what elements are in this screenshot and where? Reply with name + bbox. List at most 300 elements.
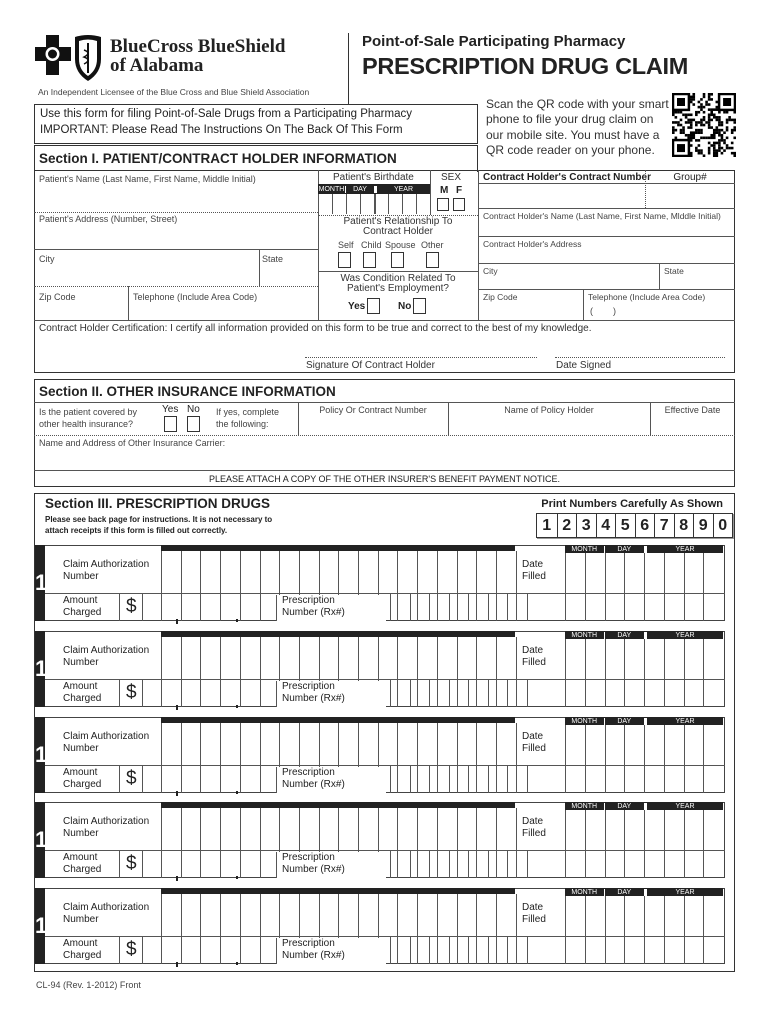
claim-number-cell[interactable] [516, 894, 517, 964]
month-label: MONTH [565, 889, 605, 896]
claim-number-cell[interactable] [516, 808, 517, 878]
brand-region: of Alabama [110, 55, 204, 76]
rx-number-cell[interactable] [507, 679, 508, 707]
spouse-checkbox[interactable] [391, 252, 404, 268]
employment-no-checkbox[interactable] [413, 298, 426, 314]
date-signed-label: Date Signed [556, 360, 612, 371]
amount-label-2: Charged [63, 950, 102, 961]
date-filled-cell[interactable] [565, 725, 566, 793]
date-filled-cell[interactable] [664, 639, 665, 707]
dollar-sign: $ [126, 939, 137, 960]
rx-number-cell[interactable] [410, 850, 411, 878]
other-insurance-no-checkbox[interactable] [187, 416, 200, 432]
sample-digit: 9 [693, 514, 713, 537]
amount-label-2: Charged [63, 607, 102, 618]
date-filled-cell[interactable] [624, 896, 625, 964]
month-label: MONTH [565, 632, 605, 639]
rx-number-cell[interactable] [468, 850, 469, 878]
claim-number-cell[interactable] [161, 723, 162, 793]
rx-number-cell[interactable] [390, 765, 391, 793]
date-filled-label-1: Date [522, 816, 544, 827]
divider [45, 593, 725, 594]
claim-number-cell[interactable] [161, 894, 162, 964]
comma-mark [236, 962, 238, 965]
sample-digit: 6 [635, 514, 655, 537]
comma-mark [236, 619, 238, 622]
claim-number-cell[interactable] [397, 808, 398, 878]
sample-digit: 3 [576, 514, 596, 537]
claim-number-cell[interactable] [516, 551, 517, 621]
month-label: MONTH [565, 718, 605, 725]
patient-state-label: State [262, 254, 284, 264]
day-label: DAY [617, 802, 632, 810]
claim-number-cell[interactable] [476, 551, 477, 621]
holder-city-label: City [483, 266, 498, 276]
holder-telephone-label: Telephone (Include Area Code) [588, 292, 706, 302]
holder-state-label: State [664, 266, 684, 276]
date-filled-cell[interactable] [703, 810, 704, 878]
date-filled-label-2: Filled [522, 914, 546, 925]
qr-text-line: phone to file your drug claim on [486, 112, 654, 127]
rx-number-cell[interactable] [390, 850, 391, 878]
rx-number-cell[interactable] [488, 593, 489, 621]
rx-label-2: Number (Rx#) [282, 950, 345, 961]
date-filled-cell[interactable] [624, 725, 625, 793]
date-filled-cell[interactable] [585, 896, 586, 964]
date-filled-label-1: Date [522, 902, 544, 913]
date-filled-label-1: Date [522, 731, 544, 742]
divider [478, 183, 735, 184]
if-yes-label-1: If yes, complete [216, 407, 280, 417]
rx-number-cell[interactable] [410, 593, 411, 621]
claim-label-1: Claim Authorization [63, 731, 150, 742]
other-insurance-yes-checkbox[interactable] [164, 416, 177, 432]
claim-number-cell[interactable] [496, 808, 497, 878]
date-filled-cell[interactable] [703, 896, 704, 964]
date-filled-label-1: Date [522, 559, 544, 570]
rx-number-cell[interactable] [507, 850, 508, 878]
divider [119, 765, 120, 793]
decimal-mark [176, 791, 178, 796]
rx-number-cell[interactable] [449, 765, 450, 793]
entry-number: 1 [35, 888, 45, 964]
date-filled-cell[interactable] [664, 553, 665, 621]
month-label: MONTH [318, 185, 345, 193]
rx-number-cell[interactable] [390, 679, 391, 707]
date-filled-label-1: Date [522, 645, 544, 656]
rx-label-1: Prescription [282, 852, 335, 863]
claim-label-1: Claim Authorization [63, 559, 150, 570]
amount-cell[interactable] [142, 936, 143, 964]
section3-instructions-2: attach receipts if this form is filled out correctly. [45, 526, 228, 535]
month-label: MONTH [565, 546, 605, 553]
divider [45, 679, 725, 680]
info-line-1: Use this form for filing Point-of-Sale Drugs from a Participating Pharmacy [40, 108, 412, 120]
other-insurance-yes-label: Yes [162, 404, 179, 415]
claim-number-cell[interactable] [437, 551, 438, 621]
claim-number-cell[interactable] [496, 894, 497, 964]
employment-yes-label: Yes [348, 301, 366, 312]
amount-label-1: Amount [63, 681, 98, 692]
other-insurance-no-label: No [187, 404, 200, 415]
date-filled-cell[interactable] [624, 639, 625, 707]
claim-number-cell[interactable] [457, 808, 458, 878]
claim-number-cell[interactable] [161, 551, 162, 621]
claim-number-cell[interactable] [437, 894, 438, 964]
relationship-label-2: Contract Holder [362, 226, 434, 237]
date-filled-cell[interactable] [703, 553, 704, 621]
group-number-field[interactable] [647, 185, 733, 207]
rx-label-2: Number (Rx#) [282, 864, 345, 875]
divider [34, 402, 735, 403]
rx-number-cell[interactable] [468, 593, 469, 621]
policy-holder-field[interactable] [450, 417, 648, 433]
spouse-label: Spouse [385, 240, 416, 250]
rx-number-cell[interactable] [468, 936, 469, 964]
date-filled-cell[interactable] [565, 639, 566, 707]
patient-name-field[interactable] [36, 186, 316, 210]
sample-digit: 8 [674, 514, 694, 537]
date-filled-cell[interactable] [565, 553, 566, 621]
claim-number-cell[interactable] [417, 723, 418, 793]
info-line-2: IMPORTANT: Please Read The Instructions On The Back Of This Form [40, 124, 403, 136]
rx-number-cell[interactable] [488, 850, 489, 878]
claim-number-cell[interactable] [516, 723, 517, 793]
claim-number-cell[interactable] [496, 637, 497, 707]
claim-number-cell[interactable] [161, 808, 162, 878]
claim-number-cell[interactable] [496, 551, 497, 621]
birthdate-digit-cell[interactable] [402, 194, 403, 214]
rx-label-1: Prescription [282, 595, 335, 606]
rx-number-cell[interactable] [527, 850, 528, 878]
employment-label-1: Was Condition Related To [340, 273, 456, 284]
employment-no-label: No [398, 301, 412, 312]
claim-label-2: Number [63, 571, 99, 582]
amount-cell[interactable] [142, 593, 143, 621]
claim-number-cell[interactable] [496, 723, 497, 793]
patient-state-field[interactable] [261, 265, 316, 285]
contract-number-field[interactable] [480, 185, 643, 207]
day-label: DAY [353, 185, 367, 193]
claim-number-cell[interactable] [457, 637, 458, 707]
claim-label-2: Number [63, 743, 99, 754]
date-filled-cell[interactable] [605, 896, 606, 964]
claim-number-cell[interactable] [397, 894, 398, 964]
date-filled-cell[interactable] [624, 810, 625, 878]
date-filled-cell[interactable] [644, 896, 645, 964]
entry-number: 1 [35, 717, 45, 793]
claim-number-cell[interactable] [457, 894, 458, 964]
decimal-mark [176, 962, 178, 967]
divider [318, 271, 478, 272]
rx-number-cell[interactable] [429, 936, 430, 964]
date-filled-cell[interactable] [644, 553, 645, 621]
rx-label-1: Prescription [282, 681, 335, 692]
claim-number-cell[interactable] [516, 637, 517, 707]
claim-number-cell[interactable] [476, 808, 477, 878]
year-label: YEAR [644, 632, 723, 639]
carrier-field[interactable] [36, 450, 733, 468]
claim-label-1: Claim Authorization [63, 816, 150, 827]
year-label: YEAR [644, 718, 723, 725]
date-filled-cell[interactable] [624, 553, 625, 621]
birthdate-digit-cell[interactable] [374, 194, 376, 214]
rx-number-cell[interactable] [488, 679, 489, 707]
amount-field[interactable] [180, 936, 275, 964]
section1-title: Section I. PATIENT/CONTRACT HOLDER INFORMATION [39, 151, 397, 166]
signature-label: Signature Of Contract Holder [306, 360, 435, 371]
rx-label-1: Prescription [282, 767, 335, 778]
attach-notice: PLEASE ATTACH A COPY OF THE OTHER INSURER'S BENEFIT PAYMENT NOTICE. [209, 474, 560, 484]
qr-code[interactable] [672, 93, 736, 157]
amount-label-2: Charged [63, 864, 102, 875]
sex-label: SEX [441, 172, 462, 183]
divider [478, 289, 735, 290]
rx-label-2: Number (Rx#) [282, 693, 345, 704]
sample-digit: 1 [542, 517, 552, 534]
date-filled-cell[interactable] [684, 810, 685, 878]
date-filled-cell[interactable] [684, 725, 685, 793]
date-filled-cell[interactable] [644, 810, 645, 878]
holder-address-field[interactable] [480, 250, 733, 262]
holder-address-label: Contract Holder's Address [483, 239, 582, 249]
patient-address-label: Patient's Address (Number, Street) [39, 214, 178, 224]
amount-field[interactable] [180, 593, 275, 621]
rx-number-cell[interactable] [507, 593, 508, 621]
rx-number-cell[interactable] [429, 850, 430, 878]
claim-number-cell[interactable] [417, 551, 418, 621]
claim-label-1: Claim Authorization [63, 645, 150, 656]
divider [478, 170, 479, 320]
holder-name-label: Contract Holder's Name (Last Name, First Name, Mlddle Initial) [483, 211, 721, 221]
date-filled-cell[interactable] [703, 639, 704, 707]
claim-number-cell[interactable] [397, 637, 398, 707]
comma-mark [236, 791, 238, 794]
date-filled-cell[interactable] [703, 725, 704, 793]
policy-number-field[interactable] [300, 417, 446, 433]
rx-number-cell[interactable] [410, 765, 411, 793]
rx-number-cell[interactable] [527, 936, 528, 964]
rx-number-cell[interactable] [449, 679, 450, 707]
dollar-sign: $ [126, 682, 137, 703]
divider [34, 249, 318, 250]
date-filled-cell[interactable] [565, 810, 566, 878]
effective-date-field[interactable] [652, 417, 733, 433]
if-yes-label-2: the following: [216, 419, 269, 429]
self-label: Self [338, 240, 354, 250]
date-filled-cell[interactable] [605, 553, 606, 621]
policy-number-label: Policy Or Contract Number [319, 405, 427, 415]
date-filled-cell[interactable] [585, 553, 586, 621]
effective-date-label: Effective Date [664, 405, 721, 415]
claim-number-cell[interactable] [457, 723, 458, 793]
date-filled-cell[interactable] [664, 896, 665, 964]
date-header [565, 802, 723, 810]
amount-label-2: Charged [63, 779, 102, 790]
patient-telephone-label: Telephone (Include Area Code) [133, 292, 258, 302]
contract-number-label: Contract Holder's Contract Number [483, 172, 651, 183]
qr-text-line: QR code reader on your phone. [486, 142, 655, 157]
drug-entry [35, 545, 725, 621]
rx-number-cell[interactable] [527, 593, 528, 621]
drug-entry [35, 888, 725, 964]
decimal-mark [176, 619, 178, 624]
divider [659, 263, 660, 289]
rx-number-cell[interactable] [488, 765, 489, 793]
rx-number-cell[interactable] [527, 679, 528, 707]
entry-number: 1 [35, 631, 45, 707]
qr-text-line: our mobile site. You must have a [486, 127, 660, 142]
date-filled-cell[interactable] [605, 639, 606, 707]
rx-number-cell[interactable] [429, 679, 430, 707]
divider [478, 208, 735, 209]
date-filled-cell[interactable] [644, 725, 645, 793]
rx-number-cell[interactable] [390, 593, 391, 621]
patient-address-field[interactable] [36, 226, 316, 248]
patient-zip-label: Zip Code [39, 292, 76, 302]
year-label: YEAR [374, 186, 430, 193]
divider [34, 470, 735, 471]
date-signed-line[interactable] [555, 357, 725, 358]
other-insurance-question-2: other health insurance? [39, 419, 134, 429]
employment-yes-checkbox[interactable] [367, 298, 380, 314]
date-filled-cell[interactable] [605, 810, 606, 878]
divider [119, 936, 120, 964]
qr-instructions [486, 97, 669, 158]
amount-field[interactable] [180, 850, 275, 878]
rx-number-cell[interactable] [390, 936, 391, 964]
claim-label-2: Number [63, 914, 99, 925]
date-filled-cell[interactable] [585, 725, 586, 793]
claim-number-cell[interactable] [417, 894, 418, 964]
section3-title: Section III. PRESCRIPTION DRUGS [45, 496, 271, 511]
claim-number-cell[interactable] [397, 551, 398, 621]
holder-telephone-field[interactable]: ( ) [590, 306, 616, 316]
divider [119, 679, 120, 707]
date-filled-label-2: Filled [522, 657, 546, 668]
claim-number-cell[interactable] [161, 637, 162, 707]
rx-number-cell[interactable] [410, 936, 411, 964]
signature-line[interactable] [305, 357, 537, 358]
holder-name-field[interactable] [480, 222, 733, 236]
birthdate-digit-cell[interactable] [416, 194, 417, 214]
amount-cell[interactable] [142, 765, 143, 793]
divider [645, 170, 646, 208]
divider [119, 850, 120, 878]
drug-entry [35, 717, 725, 793]
entry-number: 1 [35, 802, 45, 878]
rx-number-cell[interactable] [468, 765, 469, 793]
rx-number-cell[interactable] [468, 679, 469, 707]
form-subtitle: Point-of-Sale Participating Pharmacy [362, 33, 626, 50]
divider [259, 249, 260, 286]
claim-number-cell[interactable] [457, 551, 458, 621]
amount-cell[interactable] [142, 850, 143, 878]
sex-f-checkbox[interactable] [453, 198, 465, 211]
date-filled-cell[interactable] [684, 639, 685, 707]
claim-number-cell[interactable] [397, 723, 398, 793]
patient-zip-field[interactable] [36, 303, 126, 319]
qr-text-line: Scan the QR code with your smart [486, 97, 669, 111]
day-label: DAY [617, 631, 632, 639]
patient-city-label: City [39, 254, 55, 264]
claim-number-cell[interactable] [437, 808, 438, 878]
other-checkbox[interactable] [426, 252, 439, 268]
rx-label-2: Number (Rx#) [282, 779, 345, 790]
rx-number-cell[interactable] [429, 765, 430, 793]
date-filled-cell[interactable] [644, 639, 645, 707]
amount-label-2: Charged [63, 693, 102, 704]
date-filled-cell[interactable] [605, 725, 606, 793]
date-filled-cell[interactable] [585, 810, 586, 878]
birthdate-digit-cell[interactable] [346, 194, 347, 214]
claim-number-cell[interactable] [417, 808, 418, 878]
relationship-label-1: Patient's Relationship To [343, 216, 453, 227]
claim-number-cell[interactable] [437, 637, 438, 707]
date-header [565, 545, 723, 553]
other-label: Other [421, 240, 444, 250]
drug-entry [35, 802, 725, 878]
birthdate-digit-cell[interactable] [332, 194, 333, 214]
patient-telephone-field[interactable] [130, 303, 316, 319]
self-checkbox[interactable] [338, 252, 351, 268]
entry-number: 1 [35, 545, 45, 621]
rx-number-cell[interactable] [507, 936, 508, 964]
day-label: DAY [617, 717, 632, 725]
claim-number-cell[interactable] [437, 723, 438, 793]
claim-number-cell[interactable] [417, 637, 418, 707]
day-label: DAY [617, 545, 632, 553]
sex-m-checkbox[interactable] [437, 198, 449, 211]
amount-field[interactable] [180, 765, 275, 793]
date-filled-cell[interactable] [664, 725, 665, 793]
date-filled-cell[interactable] [684, 553, 685, 621]
date-filled-cell[interactable] [565, 896, 566, 964]
claim-number-cell[interactable] [476, 637, 477, 707]
claim-label-2: Number [63, 828, 99, 839]
carrier-label: Name and Address of Other Insurance Carrier: [39, 438, 226, 448]
sex-f-label: F [456, 185, 463, 196]
amount-field[interactable] [180, 679, 275, 707]
claim-number-cell[interactable] [476, 723, 477, 793]
rx-number-cell[interactable] [429, 593, 430, 621]
birthdate-cells[interactable] [318, 194, 430, 214]
patient-city-field[interactable] [36, 265, 256, 285]
child-checkbox[interactable] [363, 252, 376, 268]
amount-cell[interactable] [142, 679, 143, 707]
rx-number-cell[interactable] [410, 679, 411, 707]
rx-number-cell[interactable] [527, 765, 528, 793]
decimal-mark [176, 705, 178, 710]
birthdate-digit-cell[interactable] [360, 194, 361, 214]
claim-number-cell[interactable] [476, 894, 477, 964]
cross-shield-icon [35, 33, 110, 83]
rx-number-cell[interactable] [449, 593, 450, 621]
birthdate-digit-cell[interactable] [388, 194, 389, 214]
rx-number-cell[interactable] [449, 936, 450, 964]
rx-number-cell[interactable] [507, 765, 508, 793]
rx-number-cell[interactable] [488, 936, 489, 964]
date-filled-cell[interactable] [684, 896, 685, 964]
divider [34, 435, 735, 436]
rx-number-cell[interactable] [449, 850, 450, 878]
section3-instructions-1: Please see back page for instructions. It is not necessary to [45, 515, 273, 524]
header-divider [348, 33, 349, 105]
date-filled-cell[interactable] [585, 639, 586, 707]
divider [34, 212, 318, 213]
date-filled-cell[interactable] [664, 810, 665, 878]
holder-zip-label: Zip Code [483, 292, 518, 302]
